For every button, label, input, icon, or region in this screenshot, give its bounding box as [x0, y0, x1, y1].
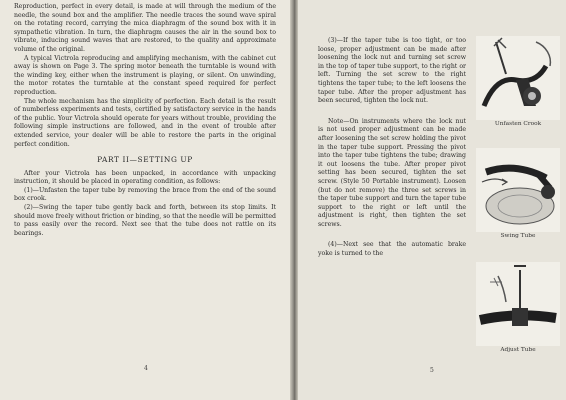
- paragraph: (1)—Unfasten the taper tube by removing the brace from the end of the sound box crook.: [14, 186, 276, 203]
- paragraph: Reproduction, perfect in every detail, is made at will through the medium of the needle, the sound box and the amplifier. The needle traces the sound wave spiral on the rotating record, carrying the mica diaphragm of the sound box with it in sympathetic vibration. In turn, the diaphragm causes the air in the sound box to vibrate, inducing sound waves that are restored, to the quality and approximate volume of the original.: [14, 3, 276, 53]
- book-gutter: [290, 0, 298, 400]
- figure-caption: Swing Tube: [500, 233, 536, 239]
- left-text-column: [14, 3, 276, 238]
- page-number: 4: [144, 365, 148, 372]
- paragraph: A typical Victrola reproducing and amplifying mechanism, with the cabinet cut away is shown on Page 3. The spring motor beneath the turntable is wound with the winding key, either when the instrument is playing, or silent. On unwinding, the motor rotates the turntable at the constant speed required for perfect reproduction.: [14, 54, 276, 96]
- paragraph: The whole mechanism has the simplicity of perfection. Each detail is the result of numberless experiments and tests, certified by satisfactory service in the hands of the public. Your Victrola should operate for years without trouble, providing the following simple instructions are followed, and in the event of trouble after extended service, your dealer will be able to restore the parts in the original perfect condition.: [14, 97, 276, 148]
- unfasten-crook-illustration: [476, 36, 560, 120]
- page-number: 5: [430, 367, 434, 374]
- paragraph: After your Victrola has been unpacked, in accordance with unpacking instruction, it should be placed in operating condition, as follows:: [14, 169, 276, 186]
- right-text-column: [318, 37, 466, 259]
- right-page: [298, 0, 566, 400]
- paragraph: Note—On instruments where the lock nut is not used proper adjustment can be made after loosening the set screw holding the pivot in the taper tube support. Pressing the pivot into the taper tube tightens the tube; drawing it out loosens the tube. After proper pivot setting has been secured, tighten the set screw. (Style 50 Portable instrument). Loosen (but do not remove) the three set screws in the taper tube support and turn the taper tube support to the right or left until the adjustment is right, then tighten the set screws.: [318, 117, 466, 228]
- figure-caption: Unfasten Crook: [494, 121, 542, 127]
- figure-adjust-tube: [476, 262, 560, 353]
- swing-tube-illustration: [476, 148, 560, 232]
- paragraph: (3)—If the taper tube is too tight, or too loose, proper adjustment can be made after loosening the lock nut and turning set screw in the top of taper tube support, to the right or left. Turning the set screw to the right tightens the taper tube; to the left loosens the taper tube. After the proper adjustment has been secured, tighten the lock nut.: [318, 37, 466, 105]
- figure-caption: Adjust Tube: [500, 347, 536, 353]
- figure-unfasten-crook: [476, 36, 560, 127]
- paragraph: (4)—Next see that the automatic brake yoke is turned to the: [318, 241, 466, 258]
- paragraph: (2)—Swing the taper tube gently back and forth, between its stop limits. It should move freely without friction or binding, so that the needle will be permitted to pass easily over the record. Next see that the tube does not rattle on its bearings.: [14, 204, 276, 237]
- section-heading: PART II—SETTING UP: [97, 155, 193, 165]
- figure-swing-tube: [476, 148, 560, 239]
- adjust-tube-illustration: [476, 262, 560, 346]
